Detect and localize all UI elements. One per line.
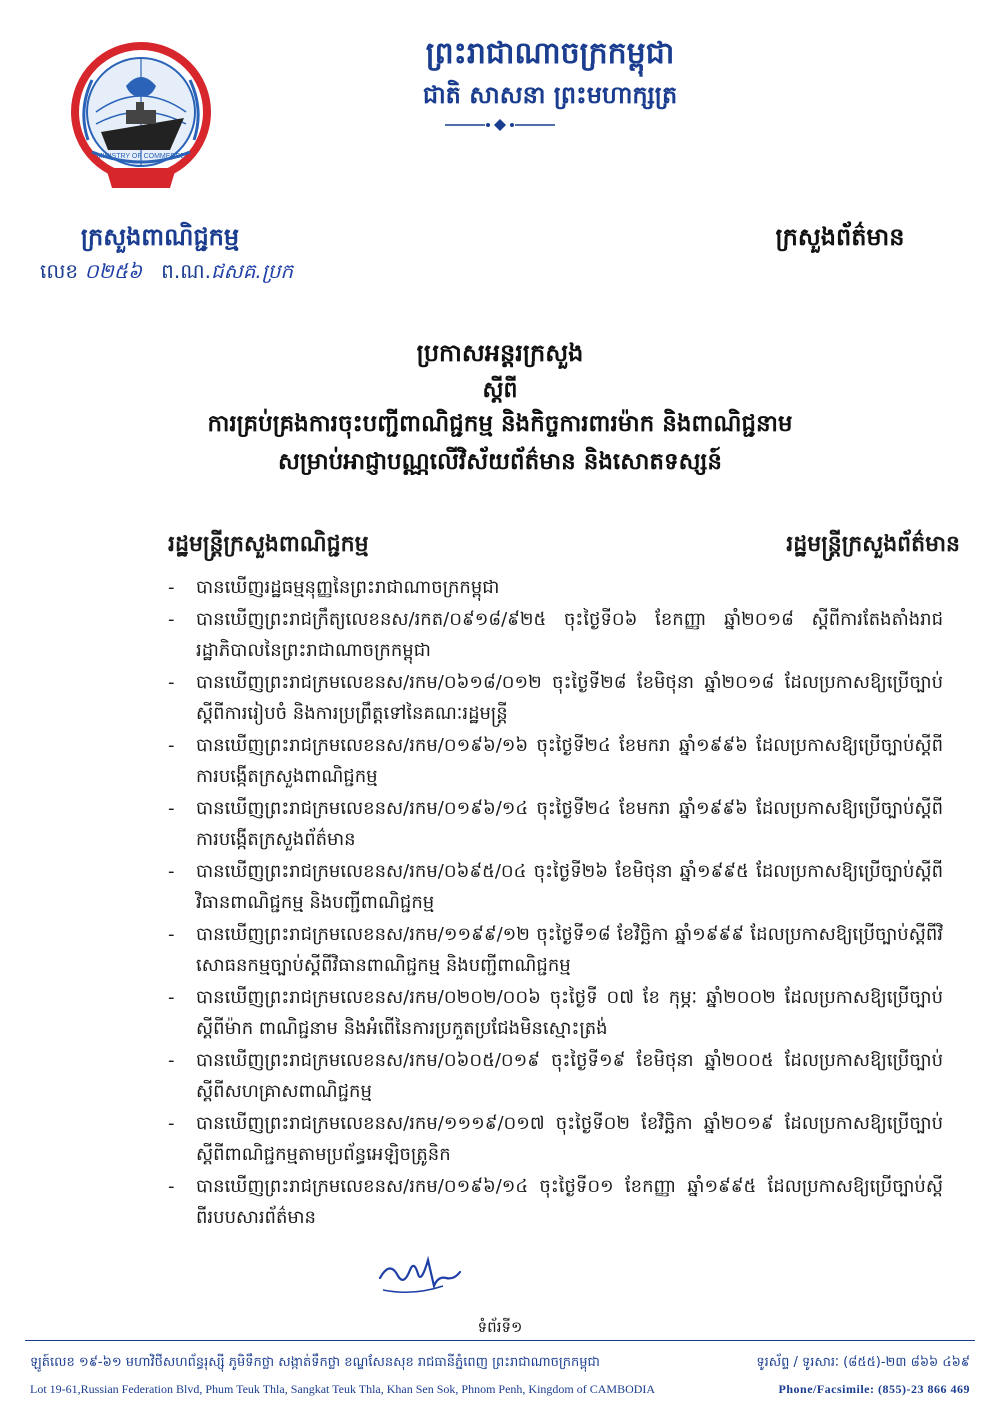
list-item bbox=[168, 1108, 943, 1170]
list-dash: - bbox=[168, 609, 175, 630]
reference-number bbox=[40, 258, 360, 288]
list-dash: - bbox=[168, 798, 175, 819]
list-dash: - bbox=[168, 735, 175, 756]
title-regarding: ស្តីពី bbox=[482, 378, 518, 403]
footer-divider bbox=[25, 1340, 975, 1341]
list-item bbox=[168, 1171, 943, 1233]
ministry-of-commerce-label: ក្រសួងពាណិជ្ជកម្ម bbox=[80, 223, 240, 251]
list-item-text: បានឃើញរដ្ឋធម្មនុញ្ញនៃព្រះរាជាណាចក្រកម្ពុជា bbox=[196, 577, 500, 598]
list-item bbox=[168, 982, 943, 1044]
minister-commerce: រដ្ឋមន្ត្រីក្រសួងពាណិជ្ជកម្ម bbox=[168, 532, 369, 557]
footer-phone-en: Phone/Facsimile: (855)-23 866 469 bbox=[778, 1382, 970, 1396]
list-item-text: បានឃើញព្រះរាជក្រមលេខនស/រកម/១១៩៩/១២ ចុះថ្ងៃទី១៨ ខែវិច្ឆិកា ឆ្នាំ១៩៩៩ ដែលប្រកាសឱ្យប្រើច្បាប់ស្តីពីវិសោធនកម្មច្បាប់ស្តីពីវិធានពាណិជ្ជកម្ម និងបញ្ជីពាណិជ្ជកម្ម bbox=[196, 924, 943, 976]
title-subject-line-1: ការគ្រប់គ្រងការចុះបញ្ជីពាណិជ្ជកម្ម និងកិច្ចការពារម៉ាក និងពាណិជ្ជនាម bbox=[207, 411, 793, 437]
list-dash: - bbox=[168, 1113, 175, 1134]
footer-address-en: Lot 19-61,Russian Federation Blvd, Phum Teuk Thla, Sangkat Teuk Thla, Khan Sen Sok, Phnom Penh, Kingdom of CAMBODIA bbox=[30, 1382, 656, 1396]
list-item-text: បានឃើញព្រះរាជក្រមលេខនស/រកម/០១៩៦/១៤ ចុះថ្ងៃទី២៤ ខែមករា ឆ្នាំ១៩៩៦ ដែលប្រកាសឱ្យប្រើច្បាប់ស្តីពីការបង្កើតក្រសួងព័ត៌មាន bbox=[196, 798, 943, 850]
list-item-text: បានឃើញព្រះរាជក្រឹត្យលេខនស/រកត/០៩១៨/៩២៥ ចុះថ្ងៃទី០៦ ខែកញ្ញា ឆ្នាំ២០១៨ ស្តីពីការតែងតាំងរាជរដ្ឋាភិបាលនៃព្រះរាជាណាចក្រកម្ពុជា bbox=[196, 609, 943, 661]
list-item-text: បានឃើញព្រះរាជក្រមលេខនស/រកម/០២០២/០០៦ ចុះថ្ងៃទី ០៧ ខែ កុម្ភៈ ឆ្នាំ២០០២ ដែលប្រកាសឱ្យប្រើច្បាប់ស្តីពីម៉ាក ពាណិជ្ជនាម និងអំពើនៃការប្រកួតប្រជែងមិនស្មោះត្រង់ bbox=[196, 987, 943, 1039]
list-item bbox=[168, 667, 943, 729]
ministry-of-information-label: ក្រសួងព័ត៌មាន bbox=[775, 223, 905, 251]
list-dash: - bbox=[168, 1050, 175, 1071]
document-title: ប្រកាសអន្តរក្រសួង bbox=[416, 339, 584, 367]
list-dash: - bbox=[168, 1176, 175, 1197]
footer-khmer bbox=[30, 1354, 970, 1373]
ref-number: ០២៥៦ bbox=[84, 259, 143, 283]
footer-english bbox=[30, 1382, 970, 1397]
minister-information: រដ្ឋមន្ត្រីក្រសួងព័ត៌មាន bbox=[786, 532, 960, 557]
list-dash: - bbox=[168, 987, 175, 1008]
ref-handwritten: ជសគ.ប្រក bbox=[210, 259, 294, 283]
list-dash: - bbox=[168, 861, 175, 882]
list-item-text: បានឃើញព្រះរាជក្រមលេខនស/រកម/០៦១៨/០១២ ចុះថ្ងៃទី២៨ ខែមិថុនា ឆ្នាំ២០១៨ ដែលប្រកាសឱ្យប្រើច្បាប់ស្តីពីការរៀបចំ និងការប្រព្រឹត្តទៅនៃគណៈរដ្ឋមន្ត្រី bbox=[196, 672, 943, 724]
page-number: ទំព័រទី១ bbox=[477, 1318, 523, 1336]
list-item bbox=[168, 572, 943, 603]
list-item bbox=[168, 919, 943, 981]
list-item bbox=[168, 730, 943, 792]
national-motto: ជាតិ សាសនា ព្រះមហាក្សត្រ bbox=[422, 81, 678, 109]
list-item-text: បានឃើញព្រះរាជក្រមលេខនស/រកម/០១៩៦/១៤ ចុះថ្ងៃទី០១ ខែកញ្ញា ឆ្នាំ១៩៩៥ ដែលប្រកាសឱ្យប្រើច្បាប់ស្តីពីរបបសារព័ត៌មាន bbox=[196, 1176, 943, 1228]
list-item-text: បានឃើញព្រះរាជក្រមលេខនស/រកម/០៦៩៥/០៤ ចុះថ្ងៃទី២៦ ខែមិថុនា ឆ្នាំ១៩៩៥ ដែលប្រកាសឱ្យប្រើច្បាប់ស្តីពីវិធានពាណិជ្ជកម្ម និងបញ្ជីពាណិជ្ជកម្ម bbox=[196, 861, 943, 913]
ref-prefix: លេខ bbox=[40, 259, 79, 283]
list-item-text: បានឃើញព្រះរាជក្រមលេខនស/រកម/០១៩៦/១៦ ចុះថ្ងៃទី២៤ ខែមករា ឆ្នាំ១៩៩៦ ដែលប្រកាសឱ្យប្រើច្បាប់ស្តីពីការបង្កើតក្រសួងពាណិជ្ជកម្ម bbox=[196, 735, 943, 787]
title-subject-line-2: សម្រាប់អាជ្ញាបណ្ណលើវិស័យព័ត៌មាន និងសោតទស្សន៍ bbox=[278, 449, 722, 475]
list-dash: - bbox=[168, 672, 175, 693]
ref-suffix: ព.ណ. bbox=[161, 259, 211, 283]
list-item-text: បានឃើញព្រះរាជក្រមលេខនស/រកម/០៦០៥/០១៩ ចុះថ្ងៃទី១៩ ខែមិថុនា ឆ្នាំ២០០៥ ដែលប្រកាសឱ្យប្រើច្បាប់ស្តីពីសហគ្រាសពាណិជ្ជកម្ម bbox=[196, 1050, 943, 1102]
list-dash: - bbox=[168, 924, 175, 945]
legal-basis-list bbox=[168, 572, 943, 1234]
list-item bbox=[168, 604, 943, 666]
ministry-logo bbox=[66, 40, 216, 200]
list-item bbox=[168, 793, 943, 855]
list-item bbox=[168, 1045, 943, 1107]
list-dash: - bbox=[168, 577, 175, 598]
list-item-text: បានឃើញព្រះរាជក្រមលេខនស/រកម/១១១៩/០១៧ ចុះថ្ងៃទី០២ ខែវិច្ឆិកា ឆ្នាំ២០១៩ ដែលប្រកាសឱ្យប្រើច្បាប់ស្តីពីពាណិជ្ជកម្មតាមប្រព័ន្ធអេឡិចត្រូនិក bbox=[196, 1113, 943, 1165]
footer-address-km: ឡូត៍លេខ ១៩-៦១ មហាវិថីសហព័ន្ធរុស្ស៊ី ភូមិទឹកថ្លា សង្កាត់ទឹកថ្លា ខណ្ឌសែនសុខ រាជធានីភ្នំពេញ ព្រះរាជាណាចក្រកម្ពុជា bbox=[30, 1355, 600, 1370]
svg-text:MINISTRY OF COMMERCE: MINISTRY OF COMMERCE bbox=[96, 153, 186, 160]
ornament-divider bbox=[440, 118, 560, 132]
footer-phone-km: ទូរស័ព្ទ / ទូរសារៈ (៨៥៥)-២៣ ៨៦៦ ៤៦៩ bbox=[756, 1355, 970, 1370]
list-item bbox=[168, 856, 943, 918]
kingdom-heading: ព្រះរាជាណាចក្រកម្ពុជា bbox=[425, 36, 675, 71]
handwritten-signature bbox=[375, 1248, 465, 1298]
